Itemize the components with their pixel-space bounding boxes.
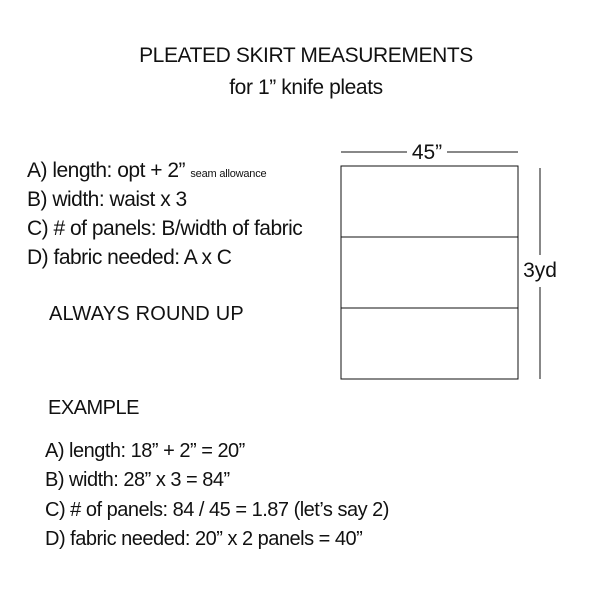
rule-c: C) # of panels: B/width of fabric [27, 217, 303, 240]
example-b: B) width: 28” x 3 = 84” [45, 469, 230, 491]
width-label: 45” [411, 141, 443, 164]
page-subtitle: for 1” knife pleats [229, 76, 383, 99]
rule-a-text: A) length: opt + 2” [27, 159, 191, 182]
fabric-panel [341, 308, 518, 379]
example-heading: EXAMPLE [48, 397, 139, 419]
rule-b: B) width: waist x 3 [27, 188, 187, 211]
rule-d: D) fabric needed: A x C [27, 246, 232, 269]
height-label: 3yd [523, 259, 557, 282]
page-title: PLEATED SKIRT MEASUREMENTS [139, 44, 473, 67]
round-up-note: ALWAYS ROUND UP [49, 303, 244, 325]
example-a: A) length: 18” + 2” = 20” [45, 440, 245, 462]
example-c: C) # of panels: 84 / 45 = 1.87 (let’s say 2) [45, 499, 389, 521]
fabric-panel [341, 166, 518, 237]
rule-a-note: seam allowance [190, 168, 267, 180]
fabric-panel [341, 237, 518, 308]
fabric-panels [341, 166, 518, 379]
example-d: D) fabric needed: 20” x 2 panels = 40” [45, 528, 363, 550]
